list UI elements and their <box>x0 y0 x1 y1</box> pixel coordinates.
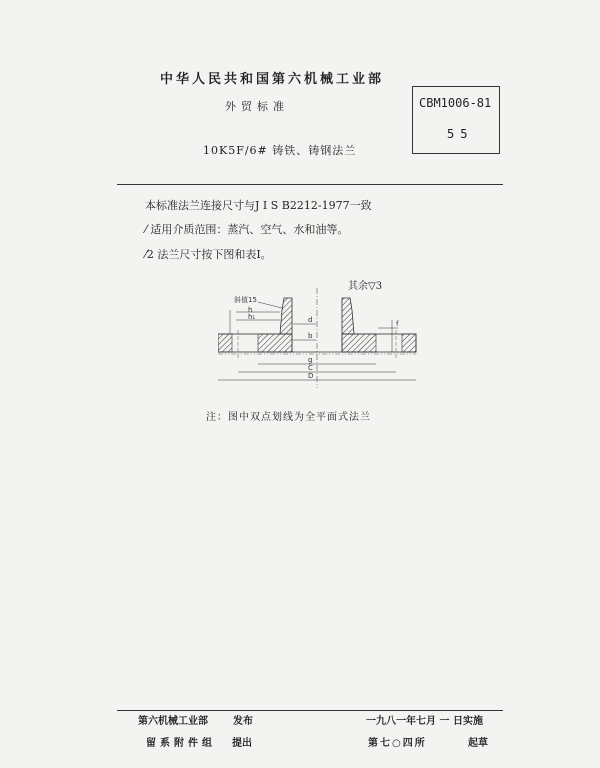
dim-D: D <box>308 372 314 380</box>
implementation-date: 一九八一年七月 一 日实施 <box>366 716 483 727</box>
publisher: 第六机械工业部 <box>138 716 208 727</box>
standard-code-box <box>412 86 500 154</box>
document-title: 10K5F/6# 铸铁、铸钢法兰 <box>203 144 357 157</box>
surface-finish-mark: 其余▽3 <box>348 281 383 292</box>
intro-text: 本标准法兰连接尺寸与J I S B2212-1977一致 <box>145 199 372 212</box>
dim-f: f <box>396 320 399 328</box>
dim-b: b <box>308 332 313 340</box>
standard-code: CBM1006-81 <box>419 96 492 110</box>
ministry-name: 中华人民共和国第六机械工业部 <box>160 72 385 87</box>
left-hub <box>280 298 292 334</box>
chamfer-label: 斜值15 <box>234 296 257 304</box>
draft-action: 起草 <box>468 738 488 749</box>
dim-h: h <box>248 306 253 314</box>
dim-h1: h₁ <box>248 313 256 321</box>
publish-action: 发布 <box>233 716 253 727</box>
proposer: 留系附件组 <box>146 738 216 749</box>
propose-action: 提出 <box>232 738 252 749</box>
flange-drawing <box>218 288 418 388</box>
drafter: 第七○四所 <box>368 738 427 749</box>
diagram-note: 注：图中双点划线为全平面式法兰 <box>206 412 371 423</box>
dim-g: g <box>308 356 313 364</box>
standard-type: 外贸标准 <box>225 100 289 113</box>
header-rule <box>117 184 503 185</box>
item-1-text: ⁄ 适用介质范围：蒸汽、空气、水和油等。 <box>145 223 349 236</box>
standard-number: 55 <box>447 127 474 141</box>
flange-diagram <box>218 288 418 392</box>
item-2-text: ⁄2 法兰尺寸按下图和表I。 <box>145 248 272 261</box>
dim-c: C <box>308 364 313 372</box>
right-hub <box>342 298 354 334</box>
footer-rule <box>117 710 503 711</box>
dim-d: d <box>308 316 313 324</box>
